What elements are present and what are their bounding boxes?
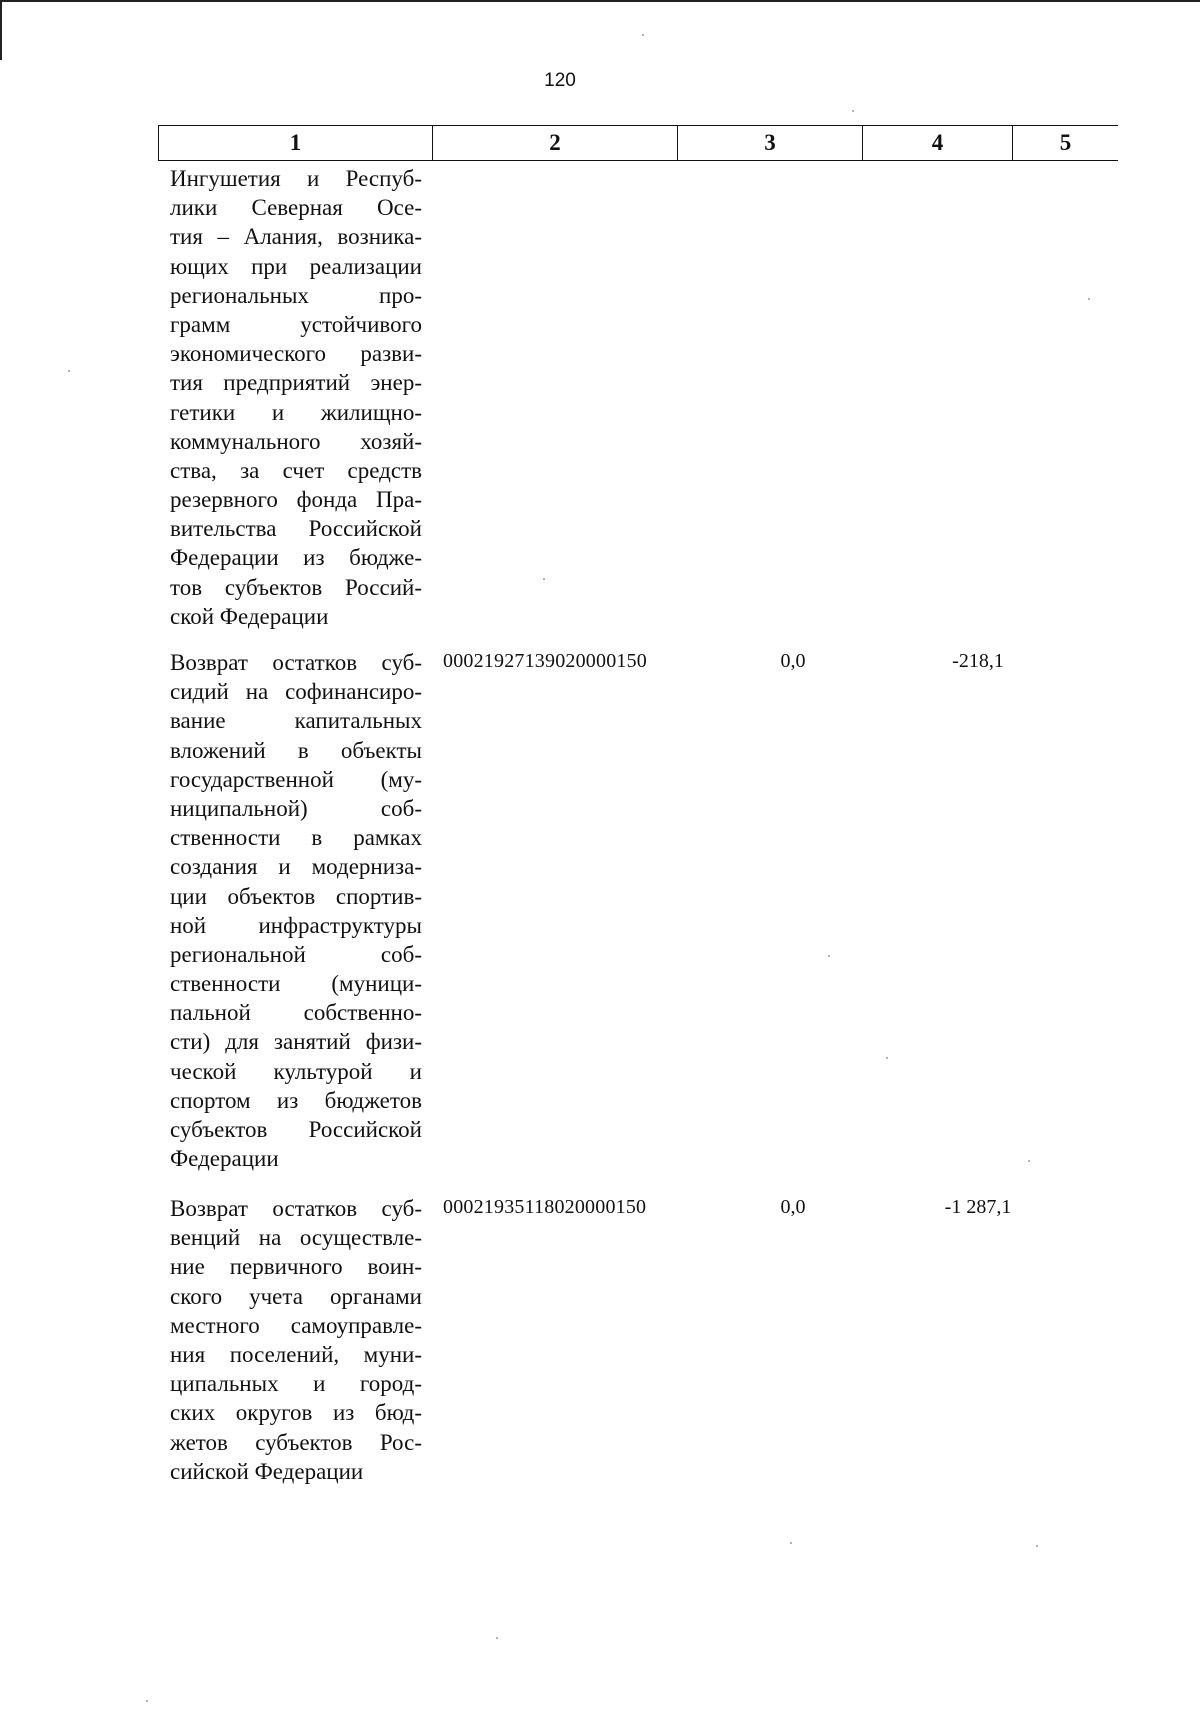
- scan-speck: [1036, 1545, 1038, 1547]
- description-line: ской Федерации: [170, 603, 329, 629]
- description-line: тов субъектов Россий-: [170, 574, 422, 600]
- description-line: региональной соб-: [170, 941, 422, 967]
- description-line: ной инфраструктуры: [170, 912, 422, 938]
- column-header-4: 4: [863, 126, 1013, 160]
- column-header-3: 3: [678, 126, 863, 160]
- description-line: государственной (му-: [170, 766, 422, 792]
- scan-speck: [68, 370, 70, 372]
- description-line: ния поселений, муни-: [170, 1341, 422, 1367]
- budget-code: 00021927139020000150: [443, 650, 647, 672]
- description-line: ципальных и город-: [170, 1371, 422, 1397]
- description-line: экономического разви-: [170, 341, 422, 367]
- row-description: [170, 164, 422, 631]
- value-column-3: 0,0: [780, 650, 806, 672]
- description-line: Федерации: [170, 1146, 279, 1172]
- description-line: грамм устойчивого: [170, 311, 422, 337]
- description-line: вложений в объекты: [170, 737, 422, 763]
- description-line: ства, за счет средств: [170, 457, 422, 483]
- scan-speck: [790, 1542, 792, 1544]
- table-header: [158, 125, 1118, 161]
- description-line: ского учета органами: [170, 1283, 422, 1309]
- description-line: ственности в рамках: [170, 825, 422, 851]
- description-line: сти) для занятий физи-: [170, 1029, 422, 1055]
- description-line: вительства Российской: [170, 516, 422, 542]
- description-line: ских округов из бюд-: [170, 1400, 422, 1426]
- description-line: региональных про-: [170, 282, 422, 308]
- description-line: вание капитальных: [170, 708, 422, 734]
- description-line: ции объектов спортив-: [170, 883, 422, 909]
- column-header-2: 2: [433, 126, 678, 160]
- value-column-4: -218,1: [952, 650, 1004, 672]
- scan-edge-top: [0, 0, 1200, 2]
- description-line: ственности (муници-: [170, 971, 422, 997]
- scan-speck: [828, 955, 830, 957]
- description-line: Федерации из бюдже-: [170, 545, 422, 571]
- description-line: лики Северная Осе-: [170, 195, 422, 221]
- description-line: коммунального хозяй-: [170, 428, 422, 454]
- value-column-4: -1 287,1: [944, 1196, 1012, 1218]
- scan-speck: [146, 1700, 148, 1702]
- description-line: Ингушетия и Респуб-: [170, 166, 422, 191]
- scan-speck: [1028, 1160, 1030, 1162]
- description-line: гетики и жилищно-: [170, 399, 422, 425]
- value-column-3: 0,0: [780, 1196, 806, 1218]
- column-header-1: 1: [158, 126, 433, 160]
- row-description: [170, 1194, 422, 1486]
- description-line: Возврат остатков суб-: [170, 650, 422, 675]
- scan-speck: [852, 110, 854, 112]
- scan-speck: [886, 1057, 888, 1059]
- description-line: местного самоуправле-: [170, 1312, 422, 1338]
- description-line: тия предприятий энер-: [170, 370, 422, 396]
- description-line: создания и модерниза-: [170, 854, 422, 880]
- scan-speck: [642, 34, 644, 36]
- page-number: 120: [544, 70, 576, 91]
- description-line: резервного фонда Пра-: [170, 487, 422, 513]
- description-line: сийской Федерации: [170, 1458, 364, 1484]
- description-line: ние первичного воин-: [170, 1254, 422, 1280]
- description-line: жетов субъектов Рос-: [170, 1429, 422, 1455]
- row-description: [170, 648, 422, 1173]
- scan-edge-left: [0, 0, 2, 60]
- scan-speck: [1088, 298, 1090, 300]
- column-header-5: 5: [1059, 130, 1072, 155]
- description-line: сидий на софинансиро-: [170, 679, 422, 705]
- description-line: ниципальной) соб-: [170, 795, 422, 821]
- description-line: ющих при реализации: [170, 253, 422, 279]
- description-line: Возврат остатков суб-: [170, 1196, 422, 1221]
- description-line: тия – Алания, возника-: [170, 224, 422, 250]
- scan-speck: [543, 578, 545, 580]
- description-line: ческой культурой и: [170, 1058, 422, 1084]
- description-line: венций на осуществле-: [170, 1225, 422, 1251]
- budget-code: 00021935118020000150: [443, 1196, 647, 1218]
- scan-speck: [496, 1637, 498, 1639]
- description-line: спортом из бюджетов: [170, 1087, 422, 1113]
- description-line: субъектов Российской: [170, 1117, 422, 1142]
- description-line: пальной собственно-: [170, 1000, 422, 1026]
